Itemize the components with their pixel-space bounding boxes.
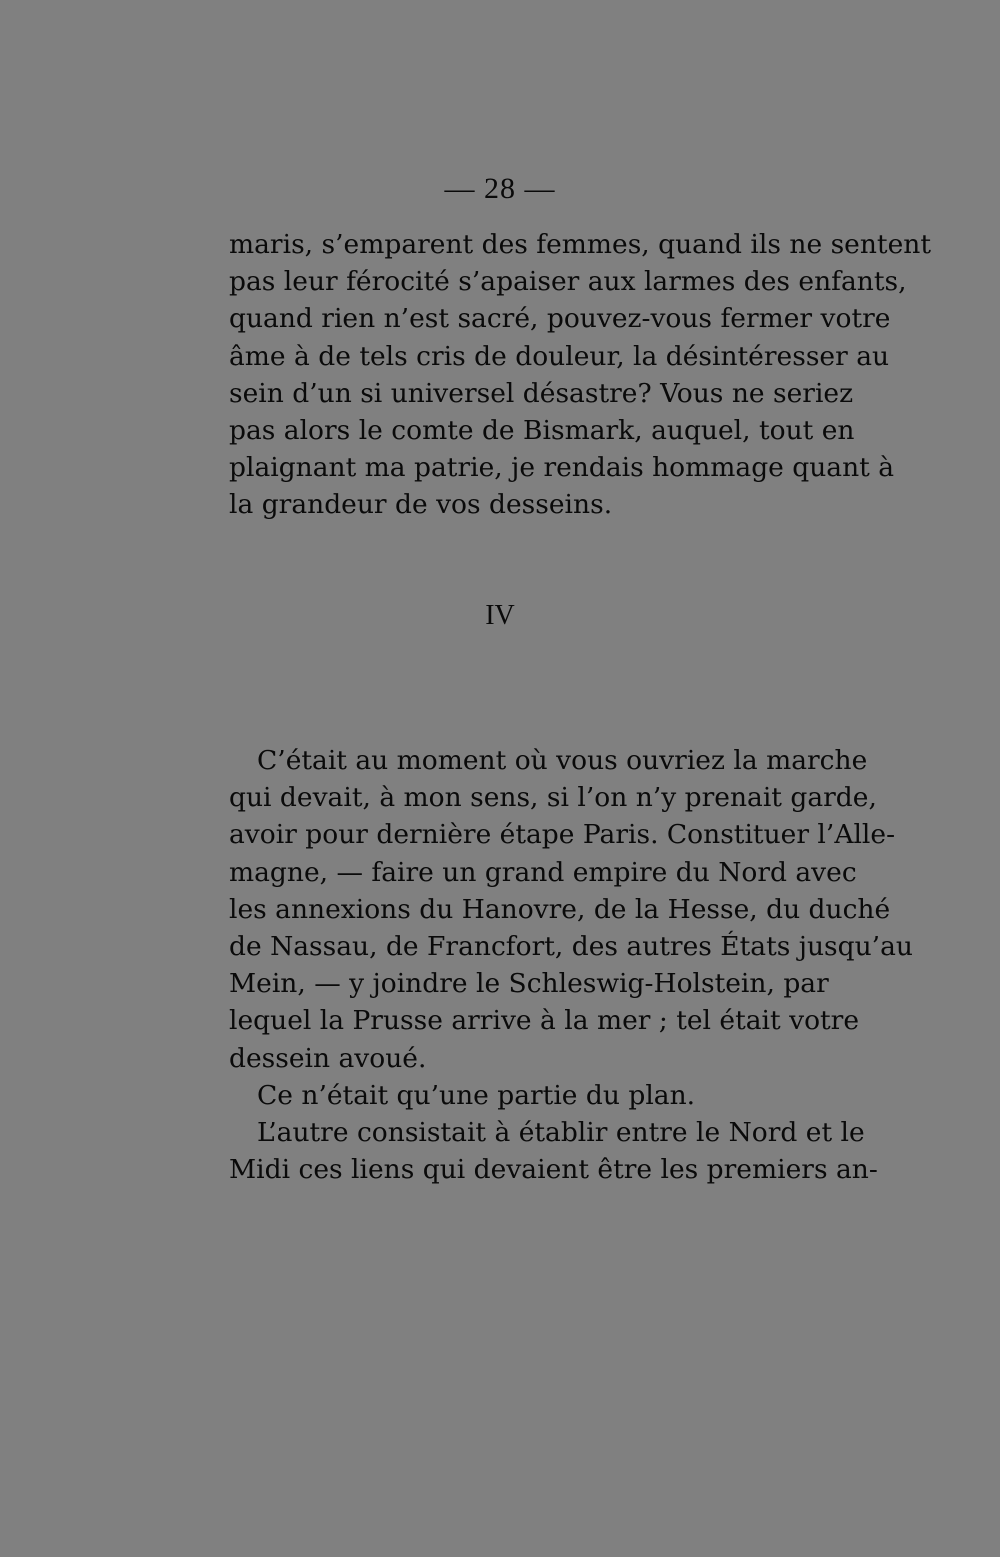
text-line: lequel la Prusse arrive à la mer ; tel était votre — [229, 1005, 860, 1037]
text-line: L’autre consistait à établir entre le Nord et le — [257, 1116, 865, 1148]
section-heading: IV — [485, 600, 515, 631]
text-line: dessein avoué. — [229, 1042, 427, 1074]
text-line: la grandeur de vos desseins. — [229, 489, 613, 521]
text-line: de Nassau, de Francfort, des autres États jusqu’au — [229, 930, 913, 962]
text-line: pas alors le comte de Bismark, auquel, tout en — [229, 414, 855, 446]
text-line: les annexions du Hanovre, de la Hesse, du duché — [229, 893, 891, 925]
text-line: qui devait, à mon sens, si l’on n’y prenait garde, — [229, 782, 877, 814]
text-line: âme à de tels cris de douleur, la désintéresser au — [229, 340, 890, 372]
text-line: Mein, — y joindre le Schleswig-Holstein, par — [229, 968, 829, 1000]
text-line: plaignant ma patrie, je rendais hommage quant à — [229, 452, 895, 484]
text-line: pas leur férocité s’apaiser aux larmes des enfants, — [229, 266, 907, 298]
text-line: Ce n’était qu’une partie du plan. — [257, 1079, 696, 1111]
text-line: Midi ces liens qui devaient être les premiers an- — [229, 1154, 878, 1186]
section-body — [229, 742, 913, 1188]
text-line: C’était au moment où vous ouvriez la marche — [257, 745, 868, 776]
text-line: quand rien n’est sacré, pouvez-vous fermer votre — [229, 303, 891, 335]
page-number: — 28 — — [444, 172, 556, 205]
text-line: maris, s’emparent des femmes, quand ils ne sentent — [229, 229, 931, 260]
text-line: avoir pour dernière étape Paris. Constituer l’Alle- — [229, 819, 896, 851]
text-line: magne, — faire un grand empire du Nord avec — [229, 856, 857, 888]
paragraph-continued — [229, 226, 931, 524]
text-line: sein d’un si universel désastre? Vous ne seriez — [229, 377, 854, 409]
